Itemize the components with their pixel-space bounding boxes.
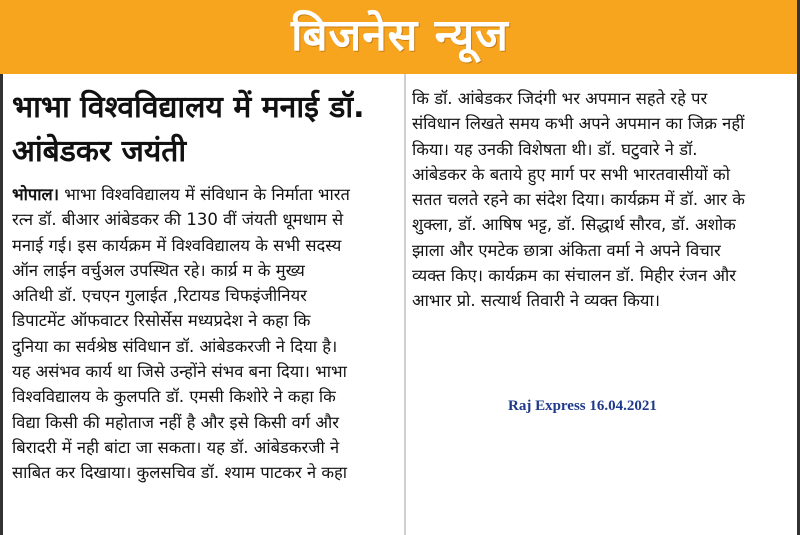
headline-line: आंबेडकर जयंती: [12, 134, 187, 169]
article-line: ऑन लाईन वर्चुअल उपस्थित रहे। कार्य्र म के मुख्य: [12, 260, 305, 280]
article-column-left: [12, 182, 398, 486]
article-line: कि डॉ. आंबेडकर जिदंगी भर अपमान सहते रहे पर: [412, 89, 708, 108]
source-credit: Raj Express 16.04.2021: [508, 398, 657, 414]
article-line: आभार प्रो. सत्यार्थ तिवारी ने व्यक्त किया।: [412, 291, 660, 311]
article-line: रत्न डॉ. बीआर आंबेडकर की 130 वीं जंयती धूमधाम से: [12, 210, 344, 230]
column-divider: [404, 74, 406, 535]
article-line: सतत चलते रहने का संदेश दिया। कार्यक्रम में डॉ. आर के: [412, 190, 745, 210]
article-line: मनाई गई। इस कार्यक्रम में विश्वविद्यालय के सभी सदस्य: [12, 235, 342, 255]
article-line: डिपाटमेंट ऑफवाटर रिसोर्सेस मध्यप्रदेश ने कहा कि: [12, 311, 311, 331]
banner-title: बिजनेस न्यूज: [291, 10, 509, 61]
article-line-text: भाभा विश्वविद्यालय में संविधान के निर्माता भारत: [58, 185, 350, 204]
article-line: अतिथी डॉ. एचएन गुलाईत ,रिटायड चिफइंजीनियर: [12, 286, 307, 306]
article-line: झाला और एमटेक छात्रा अंकिता वर्मा ने अपने विचार: [412, 240, 721, 260]
article-line: विद्या किसी की महोताज नहीं है और इसे किसी वर्ग और: [12, 412, 340, 432]
article-line: दुनिया का सर्वश्रेष्ठ संविधान डॉ. आंबेडकरजी ने दिया है।: [12, 336, 338, 356]
article-line: संविधान लिखते समय कभी अपने अपमान का जिक्र नहीं: [412, 114, 745, 134]
article-line: किया। यह उनकी विशेषता थी। डॉ. घटुवारे ने डॉ.: [412, 139, 698, 159]
article-line: यह असंभव कार्य था जिसे उन्होंने संभव बना दिया। भाभा: [12, 362, 347, 382]
article-line: विश्वविद्यालय के कुलपति डॉ. एमसी किशोरे ने कहा कि: [12, 387, 336, 407]
headline-line: भाभा विश्वविद्यालय में मनाई डॉ.: [12, 90, 365, 125]
dateline: भोपाल।: [12, 185, 59, 204]
banner: [0, 0, 800, 74]
article-line: [12, 182, 398, 207]
frame-border-left: [0, 74, 3, 535]
article-line: व्यक्त किए। कार्यक्रम का संचालन डॉ. मिहीर रंजन और: [412, 266, 737, 286]
article-line: शुक्ला, डॉ. आषिष भट्ट, डॉ. सिद्धार्थ सौरव, डॉ. अशोक: [412, 215, 736, 235]
article-line: साबित कर दिखाया। कुलसचिव डॉ. श्याम पाटकर ने कहा: [12, 463, 348, 483]
article-line: आंबेडकर के बताये हुए मार्ग पर सभी भारतवासीयों को: [412, 164, 730, 184]
article-line: बिरादरी में नही बांटा जा सकता। यह डॉ. आंबेडकरजी ने: [12, 437, 340, 457]
article-headline: [12, 86, 397, 174]
article-column-right: [412, 86, 792, 314]
